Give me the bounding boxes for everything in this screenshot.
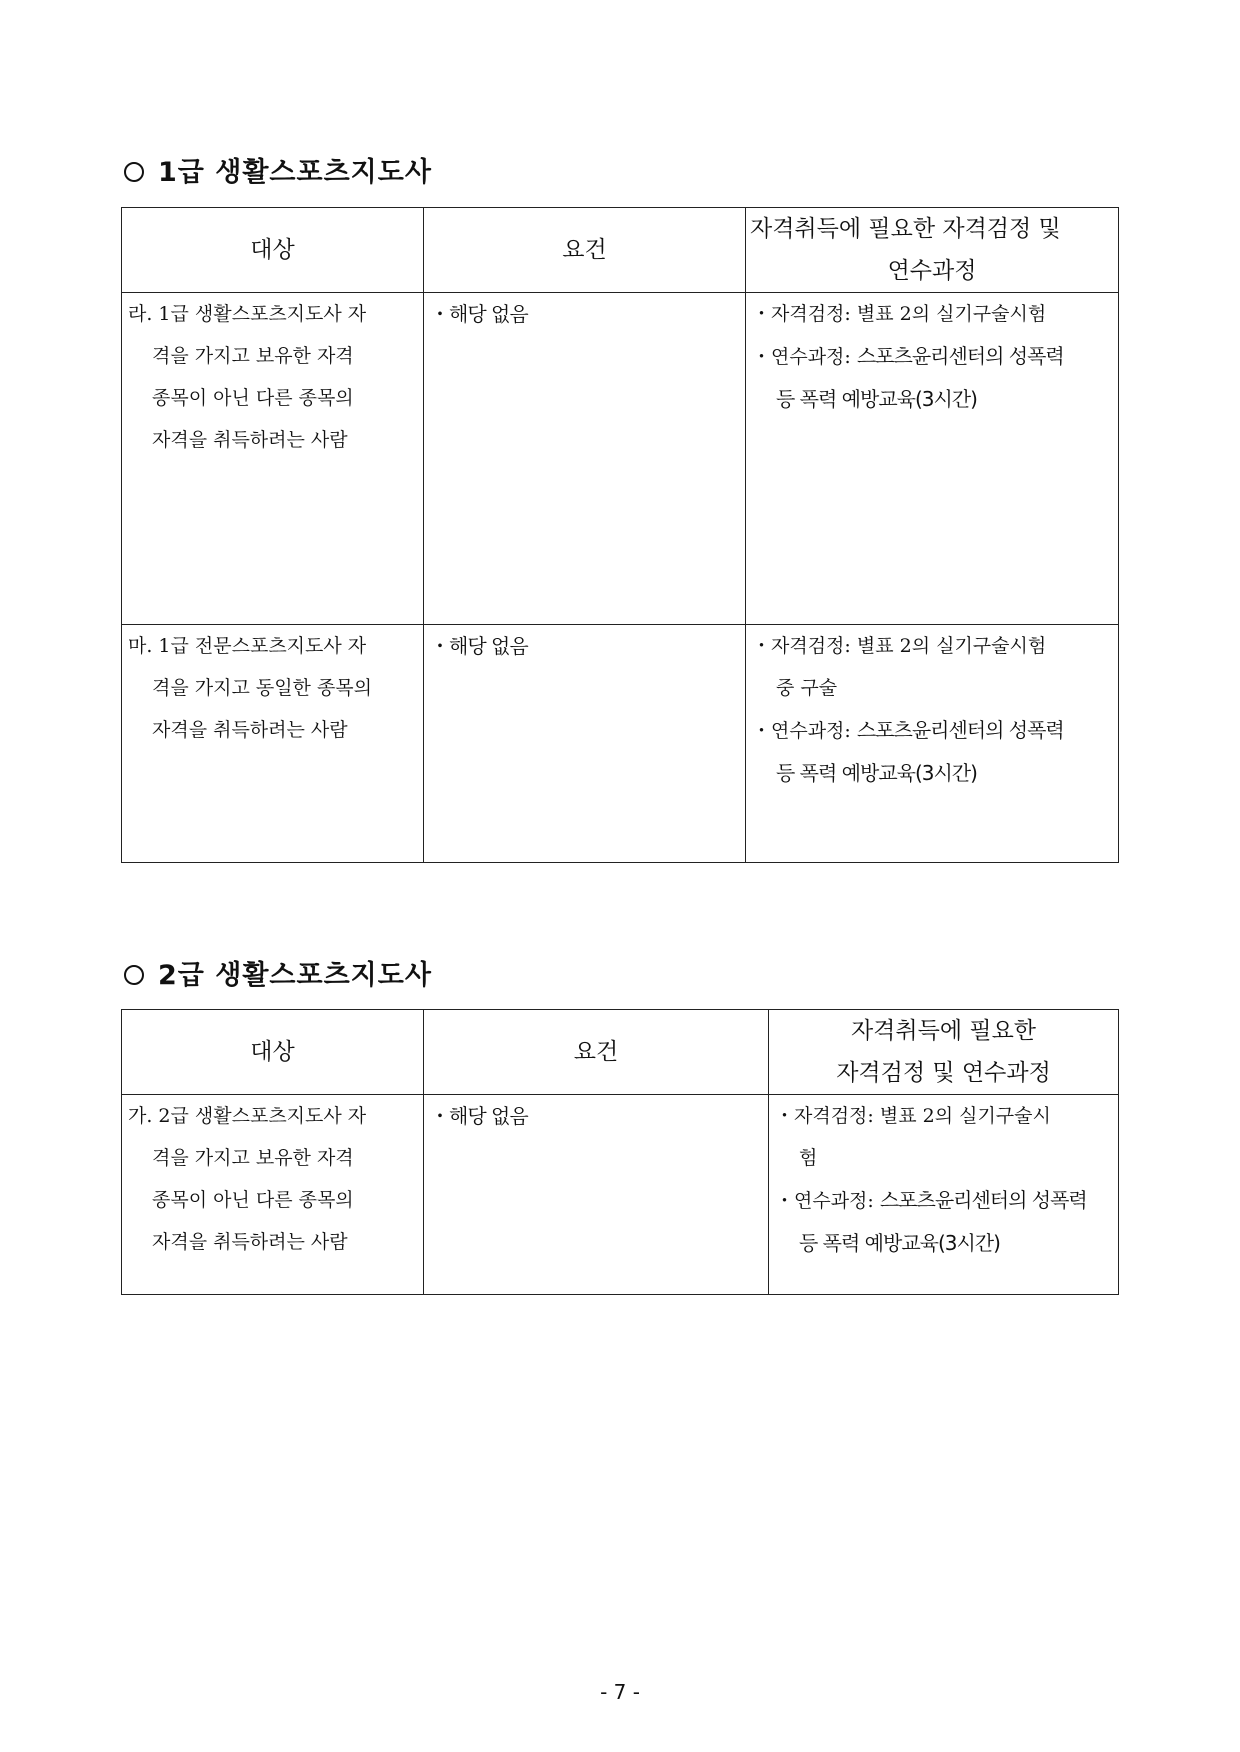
circle-bullet-icon — [124, 965, 144, 985]
training-text: 스포츠윤리센터의 성폭력 — [879, 1188, 1087, 1212]
training-line — [775, 1179, 1110, 1222]
section-title: 2급 생활스포츠지도사 — [158, 960, 432, 991]
process-cell — [746, 293, 1119, 625]
training-line — [752, 709, 1110, 752]
process-cell — [746, 625, 1119, 863]
target-line: 가. 2급 생활스포츠지도사 자 — [128, 1105, 367, 1127]
header-requirement: 요건 — [424, 208, 746, 293]
requirement-text: ・해당 없음 — [430, 302, 528, 326]
exam-line: ・자격검정: 별표 2의 실기구술시 — [775, 1105, 1051, 1127]
header-process-line2: 연수과정 — [887, 258, 977, 284]
header-process — [746, 208, 1119, 293]
exam-line: 험 — [799, 1147, 818, 1169]
section-title: 1급 생활스포츠지도사 — [158, 157, 432, 188]
table-header-row — [122, 1010, 1119, 1095]
header-target: 대상 — [122, 208, 424, 293]
training-prefix: ・연수과정: — [752, 346, 857, 368]
target-line: 종목이 아닌 다른 종목의 — [152, 1189, 354, 1211]
requirement-cell — [424, 625, 746, 863]
target-line: 라. 1급 생활스포츠지도사 자 — [128, 303, 367, 325]
table-row — [122, 1095, 1119, 1295]
requirement-text: ・해당 없음 — [430, 1104, 528, 1128]
process-cell — [769, 1095, 1119, 1295]
table-header-row — [122, 208, 1119, 293]
exam-line: ・자격검정: 별표 2의 실기구술시험 — [752, 303, 1047, 325]
qualification-table-1 — [121, 207, 1119, 863]
target-line: 격을 가지고 보유한 자격 — [152, 345, 354, 367]
section-heading-2 — [124, 953, 432, 992]
target-line: 자격을 취득하려는 사람 — [152, 1231, 348, 1253]
target-line: 격을 가지고 동일한 종목의 — [152, 677, 373, 699]
requirement-cell — [424, 293, 746, 625]
section-heading-1 — [124, 150, 432, 189]
header-requirement: 요건 — [424, 1010, 769, 1095]
target-cell — [122, 625, 424, 863]
training-text: 스포츠윤리센터의 성폭력 — [856, 344, 1064, 368]
target-line: 격을 가지고 보유한 자격 — [152, 1147, 354, 1169]
target-line: 종목이 아닌 다른 종목의 — [152, 387, 354, 409]
training-text: 스포츠윤리센터의 성폭력 — [856, 718, 1064, 742]
exam-line: ・자격검정: 별표 2의 실기구술시험 — [752, 635, 1047, 657]
table-row — [122, 293, 1119, 625]
training-text: 등 폭력 예방교육(3시간) — [799, 1231, 1000, 1255]
training-prefix: ・연수과정: — [775, 1190, 880, 1212]
training-text: 등 폭력 예방교육(3시간) — [776, 761, 977, 785]
header-process-line2: 자격검정 및 연수과정 — [836, 1060, 1051, 1086]
target-cell — [122, 293, 424, 625]
target-cell — [122, 1095, 424, 1295]
training-text: 등 폭력 예방교육(3시간) — [776, 387, 977, 411]
requirement-text: ・해당 없음 — [430, 634, 528, 658]
table-row — [122, 625, 1119, 863]
page-number: - 7 - — [600, 1680, 640, 1704]
target-line: 자격을 취득하려는 사람 — [152, 429, 348, 451]
training-prefix: ・연수과정: — [752, 720, 857, 742]
target-line: 자격을 취득하려는 사람 — [152, 719, 348, 741]
training-line — [752, 335, 1110, 378]
circle-bullet-icon — [124, 162, 144, 182]
header-process-line1: 자격취득에 필요한 — [850, 1018, 1037, 1044]
requirement-cell — [424, 1095, 769, 1295]
exam-line: 중 구술 — [776, 677, 838, 699]
header-process — [769, 1010, 1119, 1095]
qualification-table-2 — [121, 1009, 1119, 1295]
target-line: 마. 1급 전문스포츠지도사 자 — [128, 635, 367, 657]
header-process-line1: 자격취득에 필요한 자격검정 및 — [750, 216, 1061, 242]
header-target: 대상 — [122, 1010, 424, 1095]
